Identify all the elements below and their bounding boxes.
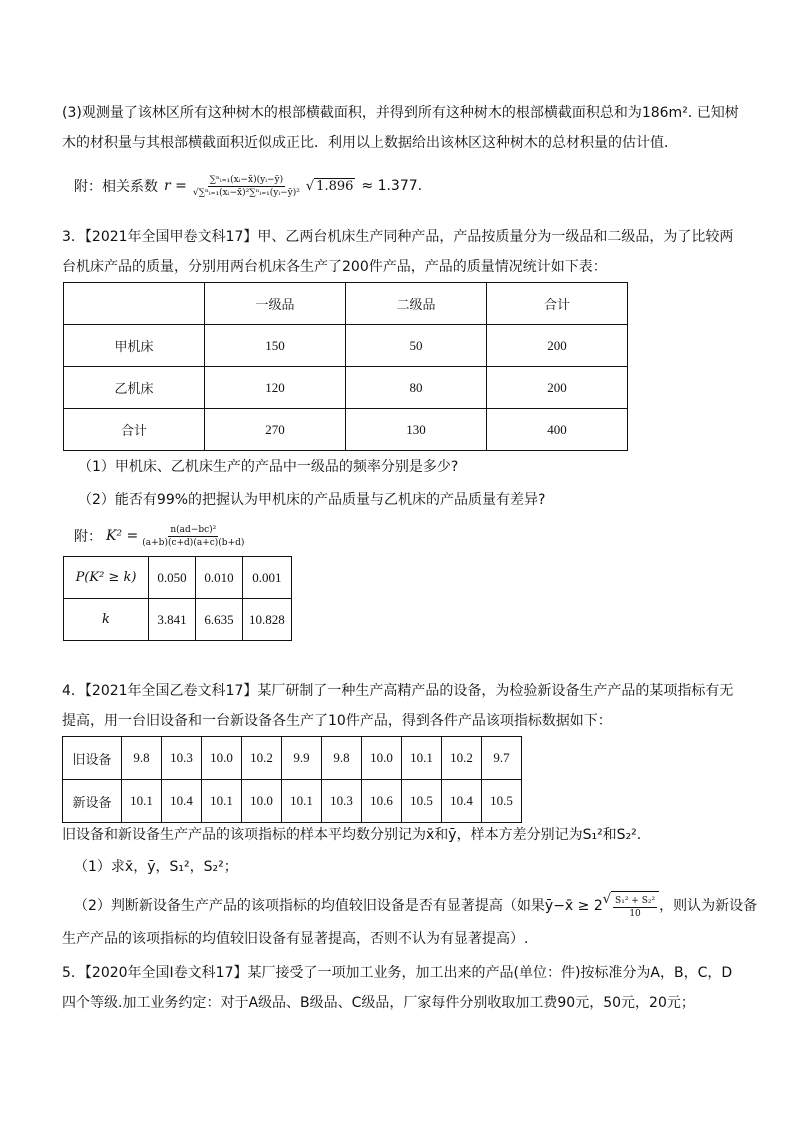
sample-statement: 旧设备和新设备生产产品的该项指标的样本平均数分别记为x̄和ȳ，样本方差分别记为S₁²和S₂².	[62, 827, 642, 843]
table-cell: 10.4	[162, 780, 202, 823]
table-cell: 9.7	[482, 737, 522, 780]
fraction-numerator: S₁² + S₂²	[615, 895, 656, 906]
table-cell: 120	[205, 367, 346, 409]
sub-question-2-text: （2）判断新设备生产产品的该项指标的均值较旧设备是否有显著提高（如果ȳ−x̄ ≥ 2	[74, 898, 603, 914]
table-row-label: 甲机床	[64, 325, 205, 367]
approx-value: ≈ 1.377.	[361, 178, 423, 194]
table-row-label: 乙机床	[64, 367, 205, 409]
sub-question-1: （1）求x̄，ȳ，S₁²，S₂²；	[74, 859, 238, 875]
correlation-formula	[74, 166, 422, 206]
table-row	[63, 780, 522, 823]
table-cell: 150	[205, 325, 346, 367]
table-cell: 400	[487, 409, 628, 451]
table-cell: 10.0	[362, 737, 402, 780]
table-cell: 0.001	[243, 557, 292, 599]
table-header-row	[64, 283, 628, 325]
table-cell: 10.1	[282, 780, 322, 823]
table-cell: 10.0	[202, 737, 242, 780]
problem-4-text: 4．【2021年全国乙卷文科17】某厂研制了一种生产高精产品的设备，为检验新设备生产产品的某项指标有无提高，用一台旧设备和一台新设备各生产了10件产品，得到各件产品该项指标数据如下：	[62, 683, 734, 729]
table-row	[64, 557, 292, 599]
fraction-denominator: 10	[629, 908, 641, 919]
formula-r: r =	[164, 178, 187, 194]
table-header-cell: 二级品	[346, 283, 487, 325]
problem-2-part3-text: (3)观测量了该林区所有这种树木的根部横截面积，并得到所有这种树木的根部横截面积总和为186m². 已知树木的材积量与其根部横截面积近似成正比．利用以上数据给出该林区这种树木的总材积量的估计值．	[62, 105, 739, 151]
table-cell: 9.8	[322, 737, 362, 780]
problem-5-text: 5．【2020年全国I卷文科17】某厂接受了一项加工业务，加工出来的产品(单位：件)按标准分为A，B，C，D四个等级.加工业务约定：对于A级品、B级品、C级品，厂家每件分别收取加工费90元，50元，20元；	[62, 965, 733, 1011]
table-cell: 10.828	[243, 599, 292, 641]
table-cell: 10.3	[322, 780, 362, 823]
table-cell: 10.0	[242, 780, 282, 823]
table-row	[64, 367, 628, 409]
table-cell: 10.2	[242, 737, 282, 780]
table-cell: 10.2	[442, 737, 482, 780]
table-cell: 3.841	[149, 599, 196, 641]
table-cell: 10.6	[362, 780, 402, 823]
problem-3-text: 3．【2021年全国甲卷文科17】甲、乙两台机床生产同种产品，产品按质量分为一级品和二级品，为了比较两台机床产品的质量，分别用两台机床各生产了200件产品，产品的质量情况统计如下表：	[62, 229, 734, 275]
fraction-denominator: (a+b)(c+d)(a+c)(b+d)	[142, 537, 245, 548]
table-cell: 10.1	[122, 780, 162, 823]
fraction-numerator: ∑ⁿᵢ₌₁(xᵢ−x̄)(yᵢ−ȳ)	[209, 174, 284, 185]
table-cell: 0.010	[196, 557, 243, 599]
sub-question-2-continued: 生产产品的该项指标的均值较旧设备有显著提高，否则不认为有显著提高）.	[62, 931, 529, 947]
table-cell: 10.1	[202, 780, 242, 823]
table-header-cell: 一级品	[205, 283, 346, 325]
k-squared-fraction	[142, 525, 244, 548]
table-cell: 6.635	[196, 599, 243, 641]
table-cell: 9.9	[282, 737, 322, 780]
table-row	[64, 325, 628, 367]
equipment-data-table	[62, 736, 522, 823]
table-cell: 10.1	[402, 737, 442, 780]
table-cell: 10.5	[402, 780, 442, 823]
table-cell: 200	[487, 367, 628, 409]
table-row-label: k	[64, 599, 149, 641]
k-squared-lhs: K² =	[106, 528, 139, 544]
table-row-label: 新设备	[63, 780, 122, 823]
table-cell: 50	[346, 325, 487, 367]
sqrt-expression: √ 1.896	[305, 178, 354, 194]
sub-question-2	[74, 890, 757, 920]
table-row-label: 合计	[64, 409, 205, 451]
table-cell: 10.5	[482, 780, 522, 823]
sub-question-2-tail: ，则认为新设备	[659, 898, 758, 914]
formula-label: 附：	[74, 529, 102, 545]
critical-value-table	[63, 556, 292, 641]
table-cell	[64, 283, 205, 325]
table-cell: 130	[346, 409, 487, 451]
k-squared-formula	[74, 522, 244, 550]
table-header-cell: 合计	[487, 283, 628, 325]
question-2: （2）能否有99%的把握认为甲机床的产品质量与乙机床的产品质量有差异?	[78, 492, 546, 508]
question-1: （1）甲机床、乙机床生产的产品中一级品的频率分别是多少?	[78, 459, 459, 475]
table-row	[63, 737, 522, 780]
quality-table	[63, 282, 628, 451]
table-cell: 80	[346, 367, 487, 409]
table-row-label: 旧设备	[63, 737, 122, 780]
sqrt-radicand	[611, 891, 659, 919]
fraction-denominator: √∑ⁿᵢ₌₁(xᵢ−x̄)²∑ⁿᵢ₌₁(yᵢ−ȳ)²	[192, 187, 300, 198]
variance-fraction	[613, 896, 657, 919]
fraction-numerator: n(ad−bc)²	[170, 524, 217, 535]
correlation-fraction	[193, 175, 300, 198]
table-row	[64, 409, 628, 451]
sqrt-radicand: 1.896	[316, 178, 354, 194]
table-cell: 10.4	[442, 780, 482, 823]
table-cell: 10.3	[162, 737, 202, 780]
table-row-label: P(K² ≥ k)	[64, 557, 149, 599]
table-cell: 200	[487, 325, 628, 367]
sqrt-expression: √ $\frac{\text{S₁² + S₂²}}{10}$	[603, 892, 659, 919]
table-cell: 270	[205, 409, 346, 451]
table-cell: 0.050	[149, 557, 196, 599]
table-row	[64, 599, 292, 641]
formula-label: 附：相关系数	[74, 179, 158, 195]
table-cell: 9.8	[122, 737, 162, 780]
